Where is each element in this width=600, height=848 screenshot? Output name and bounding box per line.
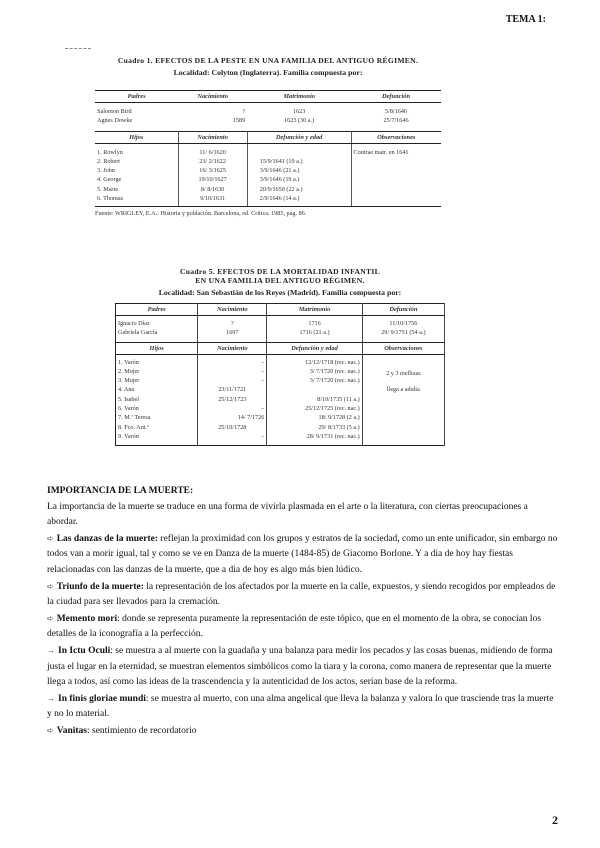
- col-header: Defunción: [351, 91, 441, 103]
- cell: 23/ 2/1622: [178, 157, 247, 166]
- table-row: [95, 143, 441, 157]
- cell: 2. Robert: [95, 157, 178, 166]
- cell: 1. Rowlyn: [95, 143, 178, 157]
- item-text: : sentimiento de recordatorio: [86, 725, 197, 736]
- item-text: : donde se representa puramente la representación de este tópico, que en el momento de la obra, se conocían los detalles de la iconografía a la perfección.: [47, 613, 542, 640]
- cell: 11/10/1756: [362, 316, 444, 329]
- table-row: [116, 423, 445, 432]
- table5: [115, 303, 445, 446]
- cell: 9. Varón: [116, 432, 198, 445]
- cell: 1716: [267, 316, 362, 329]
- col-header: Nacimiento: [198, 342, 267, 354]
- list-item: [47, 691, 559, 723]
- cell: 20/9/1650 (22 a.): [247, 185, 351, 194]
- item-term: In finis gloriae mundi: [58, 693, 146, 704]
- table-row: [116, 329, 445, 342]
- cell: 2/9/1646 (14 a.): [247, 195, 351, 207]
- cell: 2. Mujer: [116, 367, 198, 376]
- item-text: reflejan la proximidad con los grupos y estratos de la sociedad, como un ente unificador, sin embargo no todos van a morir igual, tal y como se ve en Danza de la muerte (1484-85) de Giacomo Borlone. Y a dia de hoy hay fiestas relacionadas con las danzas de la muerte, que a dia de hoy es algo más bien lúdico.: [47, 533, 558, 575]
- cell: –: [198, 405, 267, 414]
- cell: 5/8/1646: [385, 108, 408, 115]
- table1-children-header: [95, 131, 441, 143]
- cell: 14/ 7/1726: [198, 414, 267, 423]
- cell: 1623: [292, 108, 306, 115]
- cell: [267, 386, 362, 395]
- scan-mark: [65, 48, 91, 49]
- importance-section: [47, 484, 559, 740]
- bullet-icon: ➪: [47, 533, 54, 543]
- cell: 8. Fco. Ant.º: [116, 423, 198, 432]
- cell: 1589: [232, 117, 246, 125]
- col-header: Hijos: [116, 342, 198, 354]
- cell: [247, 143, 351, 157]
- col-header: Matrimonio: [267, 304, 362, 316]
- col-header: Padres: [116, 304, 198, 316]
- cell: 3/9/1646 (19 a.): [247, 176, 351, 185]
- table-row: [116, 354, 445, 367]
- cell: 4. Ana: [116, 386, 198, 395]
- col-header: Observaciones: [362, 342, 444, 354]
- arrow-icon: →: [47, 693, 55, 703]
- cell: 25/7/1646: [383, 117, 409, 125]
- cell: 3/ 7/1720 (rec. nac.): [267, 377, 362, 386]
- col-header: Padres: [95, 91, 178, 103]
- cell: 25/10/1728: [198, 423, 267, 432]
- table5-title-line1: Cuadro 5. EFECTOS DE LA MORTALIDAD INFANTIL: [179, 267, 381, 276]
- item-term: Memento mori: [56, 613, 118, 624]
- col-header: Observaciones: [351, 131, 441, 143]
- item-term: Triunfo de la muerte:: [56, 581, 144, 592]
- cell: 29/ 9/1751 (54 a.): [362, 329, 444, 342]
- col-header: Hijos: [95, 131, 178, 143]
- bullet-icon: ➪: [47, 581, 54, 591]
- item-text: : se muestra al muerto, con una alma angelical que lleva la balanza y valora lo que trasciende tras la muerte y no lo material.: [47, 693, 554, 720]
- table1-parents-header: [95, 91, 441, 103]
- cell: –: [198, 377, 267, 386]
- cell: 19/10/1627: [178, 176, 247, 185]
- cell: 1. Varón: [116, 354, 198, 367]
- col-header: Nacimiento: [198, 304, 267, 316]
- section-intro: La importancia de la muerte se traduce en una forma de vivirla plasmada en el arte o la literatura, con ciertas preocupaciones a abordar.: [47, 501, 528, 528]
- cell: ?: [242, 108, 246, 115]
- col-header: Matrimonio: [247, 91, 351, 103]
- table-row: [116, 432, 445, 445]
- table-row: [116, 316, 445, 329]
- cell: 9/10/1631: [178, 195, 247, 207]
- cell: –: [198, 432, 267, 445]
- cell: 29/ 8/1733 (5 a.): [267, 423, 362, 432]
- table1-figure: [95, 56, 441, 217]
- item-term: In Ictu Oculi: [58, 645, 111, 656]
- cell: 23/11/1721: [198, 386, 267, 395]
- cell: –: [198, 367, 267, 376]
- cell: 25/12/1725 (rec. nac.): [267, 405, 362, 414]
- table-row: [95, 185, 441, 194]
- table-row: [116, 395, 445, 404]
- cell: 3. John: [95, 167, 178, 176]
- list-item: [47, 643, 559, 691]
- page-header-tema: TEMA 1:: [505, 14, 546, 25]
- cell: 1716 (21 a.): [267, 329, 362, 342]
- cell: ?: [198, 316, 267, 329]
- page-number: 2: [552, 813, 558, 827]
- table-row: [116, 414, 445, 423]
- table5-children-header: [116, 342, 445, 354]
- item-term: Las danzas de la muerte:: [56, 533, 159, 544]
- table5-figure: [115, 267, 445, 446]
- table5-parents-header: [116, 304, 445, 316]
- cell: Gabriela García: [116, 329, 198, 342]
- cell: 4. George: [95, 176, 178, 185]
- cell: Agnes Dowke: [97, 117, 133, 125]
- list-item: [47, 611, 559, 643]
- table-row: [95, 167, 441, 176]
- col-header: Defunción y edad: [247, 131, 351, 143]
- cell: 12/12/1718 (rec. nac.): [267, 354, 362, 367]
- item-term: Vanitas: [56, 725, 87, 736]
- table5-subtitle: Localidad: San Sebastián de los Reyes (Madrid). Familia compuesta por:: [158, 288, 402, 297]
- table-row: [116, 386, 445, 395]
- table1: [95, 90, 441, 207]
- item-text: : se muestra a al muerte con la guadaña y una balanza para medir los pecados y las cosas buenas, midiendo de forma justa el lugar en la eternidad, se muestran elementos simbólicos como la tiara y la corona, como manera de representar que la muerte llega a todos, así como las ideas de la trascendencia y la autenticidad de los actos, serían base de la reforma.: [47, 645, 553, 688]
- cell: 15/9/1641 (19 a.): [247, 157, 351, 166]
- cell: 3/9/1646 (21 a.): [247, 167, 351, 176]
- table-row: [95, 117, 441, 131]
- cell: 28/ 9/1731 (rec. nac.): [267, 432, 362, 445]
- cell: 3/ 7/1720 (rec. nac.): [267, 367, 362, 376]
- section-heading: [47, 484, 559, 500]
- cell: Contrae matr. en 1641: [353, 148, 409, 156]
- cell: 7. M.ª Teresa: [116, 414, 198, 423]
- bullet-icon: ➪: [47, 613, 54, 623]
- cell: –: [198, 354, 267, 367]
- cell: 5. Isabel: [116, 395, 198, 404]
- list-item: [47, 723, 559, 740]
- cell: Ignacio Díaz: [116, 316, 198, 329]
- list-item: [47, 531, 559, 579]
- col-header: Defunción y edad: [267, 342, 362, 354]
- table-row: [116, 405, 445, 414]
- arrow-icon: →: [47, 645, 55, 655]
- cell: 1623 (30 a.): [284, 117, 315, 125]
- cell: 5. Marie: [95, 185, 178, 194]
- cell: 2 y 3 mellizas: [362, 367, 444, 386]
- cell: 16/ 3/1625: [178, 167, 247, 176]
- cell: 3. Mujer: [116, 377, 198, 386]
- table1-title: Cuadro 1. EFECTOS DE LA PESTE EN UNA FAMILIA DEL ANTIGUO RÉGIMEN.: [117, 56, 419, 65]
- item-text: la representación de los afectados por la muerte en la calle, expuestos, y siendo recogidos por empleados de la ciudad para ser llevados para la cremación.: [47, 581, 556, 608]
- cell: 18/ 9/1728 (2 a.): [267, 414, 362, 423]
- table-row: [116, 367, 445, 376]
- col-header: Nacimiento: [178, 91, 247, 103]
- cell: 6. Thomas: [95, 195, 178, 207]
- cell: 6. Varón: [116, 405, 198, 414]
- table-row: [95, 195, 441, 207]
- table-row: [95, 176, 441, 185]
- table-row: [95, 103, 441, 117]
- cell: Salomon Bird: [97, 108, 132, 115]
- cell: 25/12/1723: [198, 395, 267, 404]
- table1-source: Fuente: WRIGLEY, E.A.: Historia y población. Barcelona, ed. Crítica. 1985, pág. 86.: [95, 210, 307, 218]
- cell: 8/ 8/1630: [178, 185, 247, 194]
- list-item: [47, 579, 559, 611]
- col-header: Defunción: [362, 304, 444, 316]
- col-header: Nacimiento: [178, 131, 247, 143]
- table5-title-line2: EN UNA FAMILIA DEL ANTIGUO RÉGIMEN.: [195, 276, 365, 285]
- heading-text: IMPORTANCIA DE LA MUERTE:: [47, 486, 194, 496]
- bullet-icon: ➪: [47, 725, 54, 735]
- cell: 8/10/1735 (11 a.): [267, 395, 362, 404]
- cell: 1697: [198, 329, 267, 342]
- cell: 11/ 6/1620: [178, 143, 247, 157]
- cell: llega a adulta: [362, 386, 444, 395]
- table1-subtitle: Localidad: Colyton (Inglaterra). Familia compuesta por:: [173, 68, 363, 77]
